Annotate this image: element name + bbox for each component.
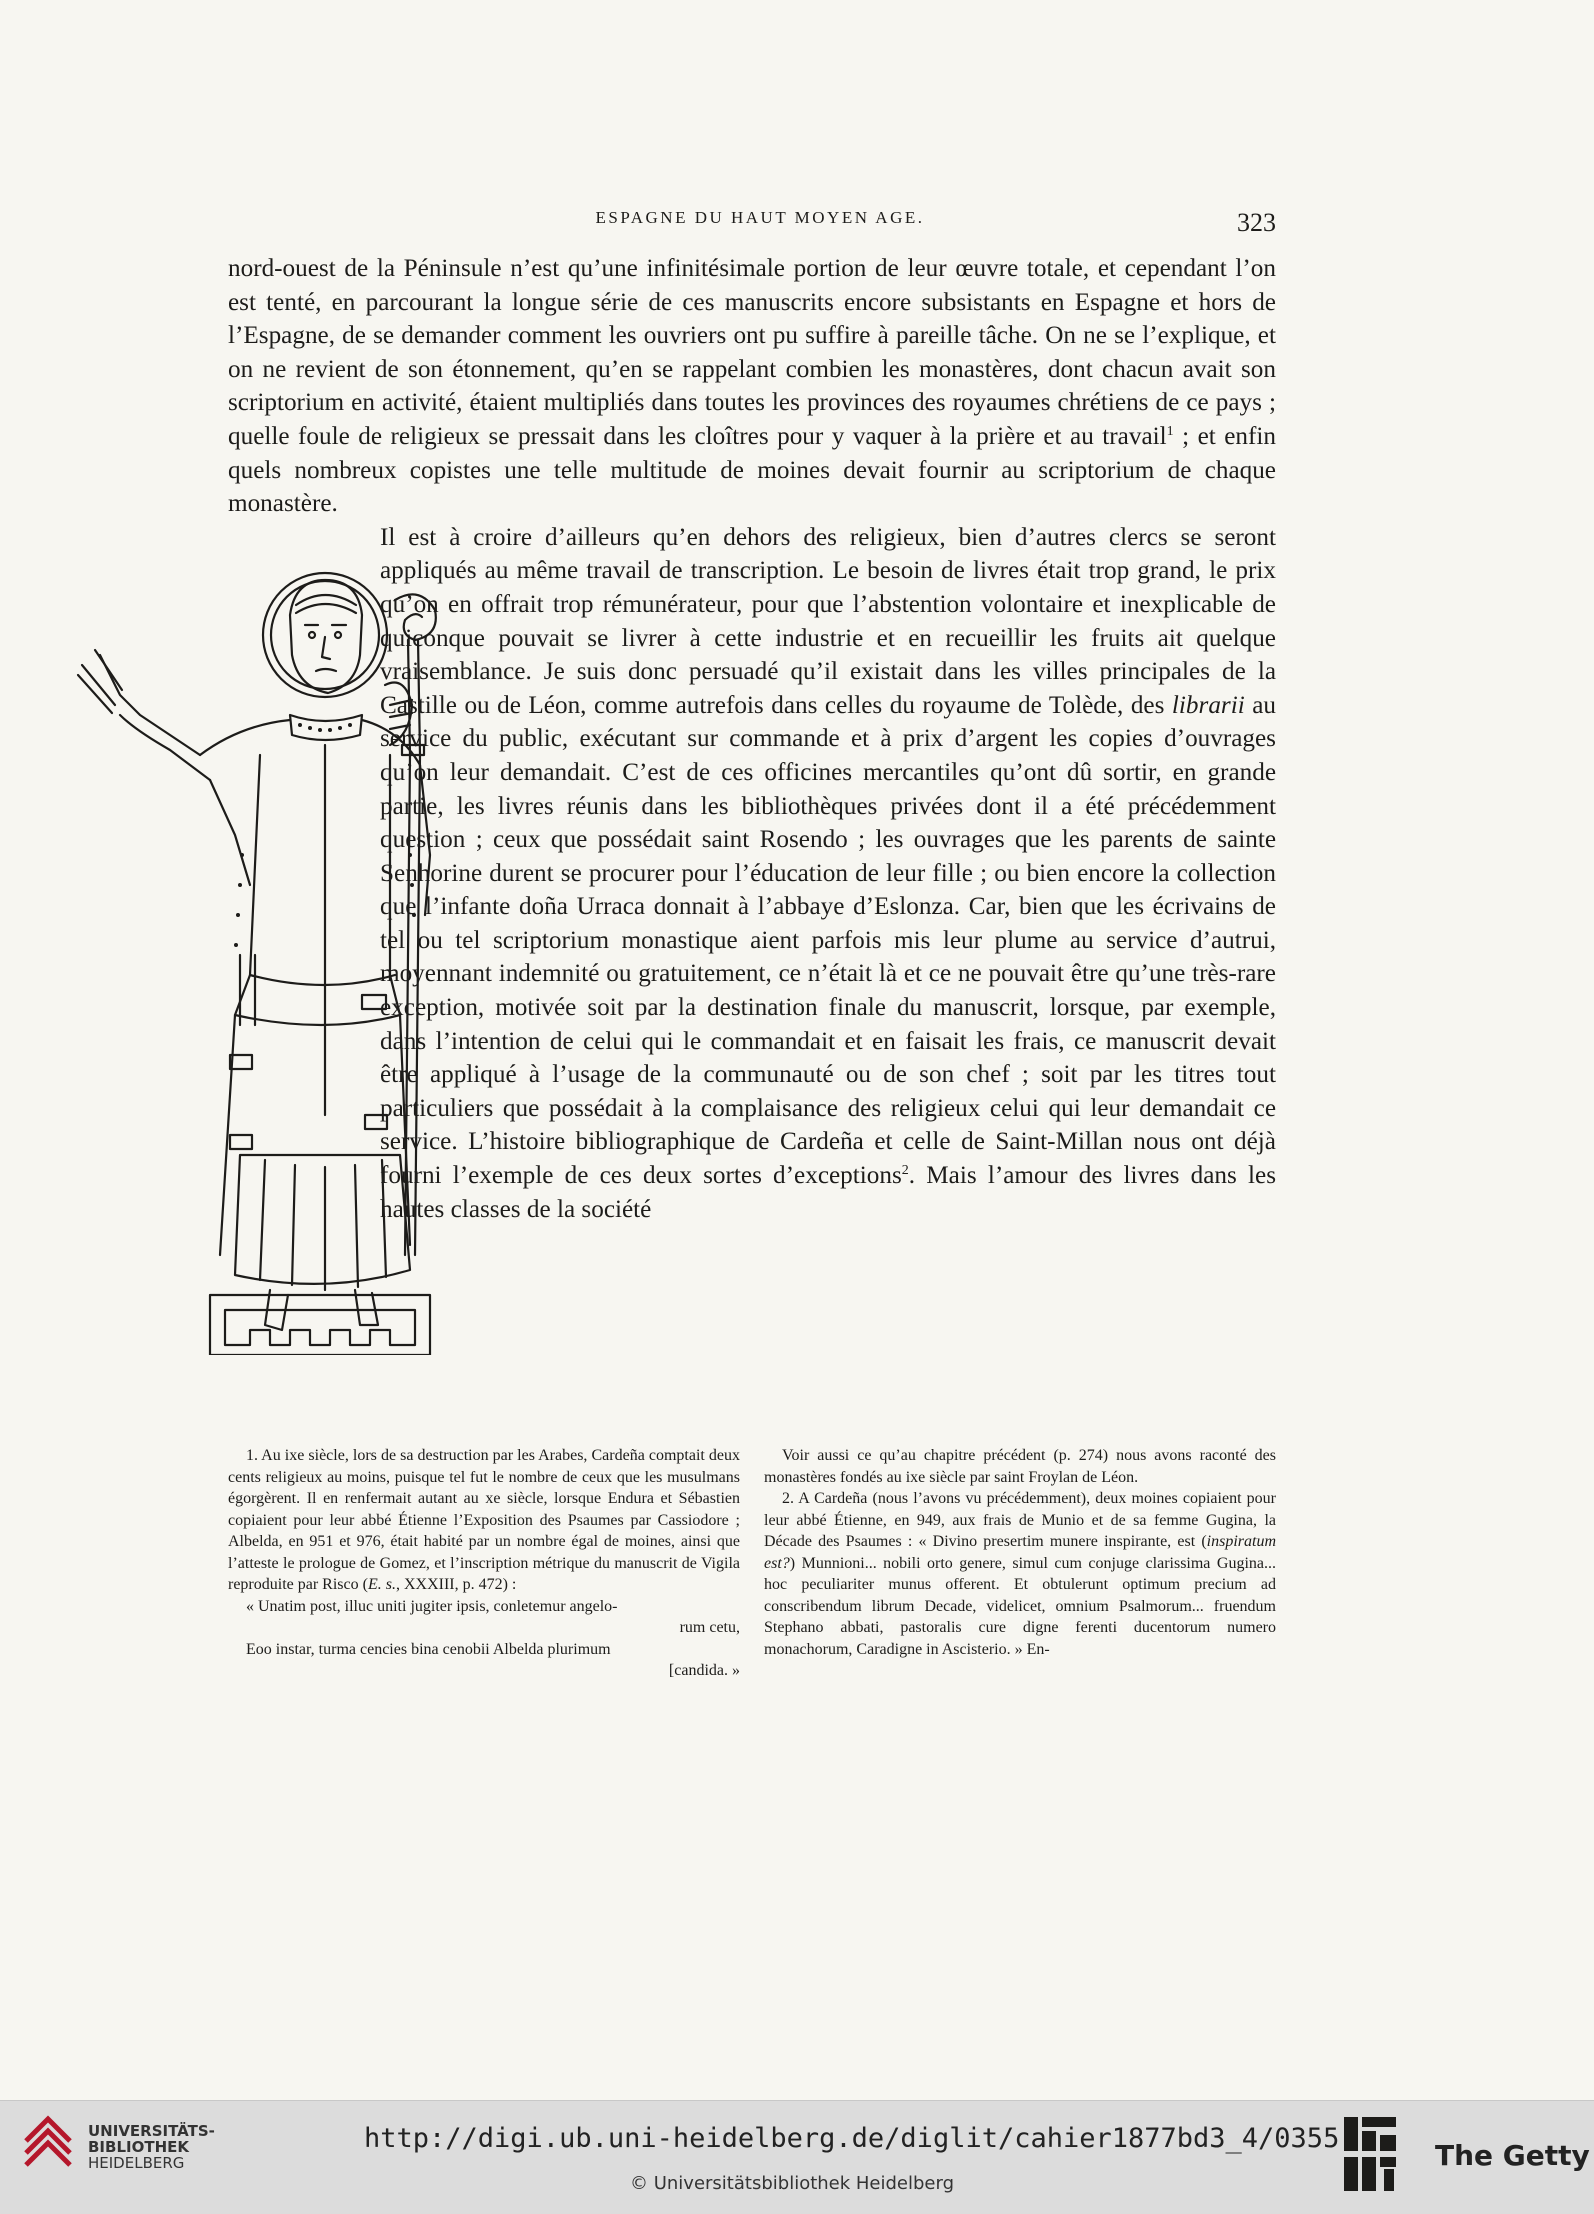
footnotes [228, 1445, 1276, 1682]
footer-bar [0, 2100, 1594, 2214]
footnotes-left-column [228, 1445, 740, 1682]
permalink-url[interactable]: http://digi.ub.uni-heidelberg.de/diglit/cahier1877bd3_4/0355 [364, 2123, 1340, 2154]
library-name-line-2: BIBLIOTHEK [88, 2138, 189, 2156]
footnote-1-continued: Voir aussi ce qu’au chapitre précédent (p. 274) nous avons raconté des monastères fondés au ixe siècle par saint Froylan de Léon. [764, 1447, 1276, 1486]
copyright-notice: © Universitätsbibliothek Heidelberg [630, 2173, 955, 2194]
footnote-1-italic: E. s. [367, 1576, 396, 1593]
main-text [228, 252, 1276, 1594]
library-name-line-1: UNIVERSITÄTS- [88, 2122, 215, 2140]
footnotes-right-column [764, 1445, 1276, 1682]
footnote-2-text: 2. A Cardeña (nous l’avons vu précédemment), deux moines copiaient pour leur abbé Étienne, en 949, aux frais de Munio et de sa femme Gugina, la Décade des Psaumes : « Divino presertim munere inspirante, est ( [764, 1490, 1276, 1550]
partner-name: The Getty [1435, 2139, 1590, 2172]
ub-heidelberg-logo-icon [18, 2115, 78, 2175]
footnote-2-end: ) Munnioni... nobili orto genere, simul cum conjuge clarissima Gugina... hoc peculiariter munus offerent. Et obtulerunt optimum precium ad conscribendum librum Decade, videlicet, omnium Psalmorum... fruendum Stephano abbati, pastoralis cure digne ferenti ducentorum numero monachorum, Caradigne in Ascisterio. » En- [764, 1554, 1276, 1658]
paragraph-2-text-a: Il est à croire d’ailleurs qu’en dehors des religieux, bien d’autres clercs se seront appliqués au même travail de transcription. Le besoin de livres était trop grand, le prix qu’on en offrait trop rémunérateur, pour que l’abstention volontaire et inexplicable de quiconque pouvait se livrer à cette industrie et en recueillir les fruits ait quelque vraisemblance. Je suis donc persuadé qu’il existait dans les villes principales de la Castille ou de Léon, comme autrefois dans celles du royaume de Tolède, des [380, 523, 1276, 719]
page-number: 323 [1237, 208, 1276, 237]
paragraph-1-text: nord-ouest de la Péninsule n’est qu’une infinitésimale portion de leur œuvre totale, et cependant l’on est tenté, en parcourant la longue série de ces manuscrits encore subsistants en Espagne et hors de l’Espagne, de se demander comment les ouvriers ont pu suffire à pareille tâche. On ne se l’explique, et on ne revient de son étonnement, qu’en se rappelant combien les monastères, dont chacun avait son scriptorium en activité, étaient multipliés dans toutes les provinces des royaumes chrétiens de ce pays ; quelle foule de religieux se pressait dans les cloîtres pour y vaquer à la prière et au travail [228, 255, 1276, 450]
paragraph-2 [228, 521, 1276, 1226]
paragraph-2-text-c: . Mais l’amour des livres dans les hautes classes de la société [380, 1162, 1276, 1223]
paragraph-1-end: ; et enfin quels nombreux copistes une telle multitude de moines devait fournir au scriptorium de chaque monastère. [228, 422, 1276, 518]
figure-space [68, 521, 368, 1594]
footnote-mark-2: 2 [901, 1163, 909, 1179]
footnote-verse-2-end: [candida. » [668, 1662, 740, 1679]
running-head [230, 208, 1276, 238]
paragraph-2-italic: librarii [1171, 691, 1245, 719]
library-name-line-3: HEIDELBERG [88, 2154, 185, 2172]
footnote-1-end: , XXXIII, p. 472) : [395, 1576, 517, 1593]
paragraph-2-text-b: au service du public, exécutant sur commande et à prix d’argent les copies d’ouvrages qu’on leur demandait. C’est de ces officines mercantiles qu’ont dû sortir, en grande partie, les livres réunis dans les bibliothèques privées dont il a été précédemment question ; ceux que possédait saint Rosendo ; les ouvrages que les parents de sainte Senhorine durent se procurer pour l’éducation de leur fille ; ou bien encore la collection que l’infante doña Urraca donnait à l’abbaye d’Eslonza. Car, bien que les écrivains de tel ou tel scriptorium monastique aient parfois mis leur plume au service d’autrui, moyennant indemnité ou gratuitement, ce n’était là et ce ne pouvait être qu’une très-rare exception, motivée soit par la destination finale du manuscrit, lorsque, par exemple, dans l’intention de celui qui le commandait et en faisait les frais, ce manuscrit devait être appliqué à l’usage de la communauté ou de son chef ; soit par les titres tout particuliers que possédait à la complaisance des religieux celui qui leur demandait ce service. L’histoire bibliographique de Cardeña et celle de Saint-Millan nous ont déjà fourni l’exemple de ces deux sortes d’exceptions [380, 691, 1276, 1190]
footnote-verse-1-end: rum cetu, [679, 1619, 740, 1636]
running-title: ESPAGNE DU HAUT MOYEN AGE. [595, 208, 925, 227]
footnote-1-text: 1. Au ixe siècle, lors de sa destruction par les Arabes, Cardeña comptait deux cents religieux au moins, puisque tel fut le nombre de ceux que les musulmans égorgèrent. Il en renfermait autant au xe siècle, lorsque Endura et Sébastien copiaient pour leur abbé Étienne l’Exposition des Psaumes par Cassiodore ; Albelda, en 951 et 976, était habité par un nombre égal de moines, ainsi que l’atteste le prologue de Gomez, et l’inscription métrique du manuscrit de Vigila reproduite par Risco ( [228, 1447, 740, 1593]
footnote-1 [228, 1445, 740, 1596]
footnote-2 [764, 1488, 1276, 1660]
footnote-mark-1: 1 [1166, 423, 1174, 439]
footnote-verse-2: Eoo instar, turma cencies bina cenobii Albelda plurimum [246, 1640, 611, 1658]
library-name [88, 2123, 215, 2171]
footnote-verse-1: « Unatim post, illuc uniti jugiter ipsis, conletemur angelo- [246, 1597, 618, 1615]
paragraph-1 [228, 252, 1276, 521]
getty-logo-icon [1340, 2111, 1400, 2206]
footnote-2-italic: inspiratum est? [764, 1533, 1276, 1572]
